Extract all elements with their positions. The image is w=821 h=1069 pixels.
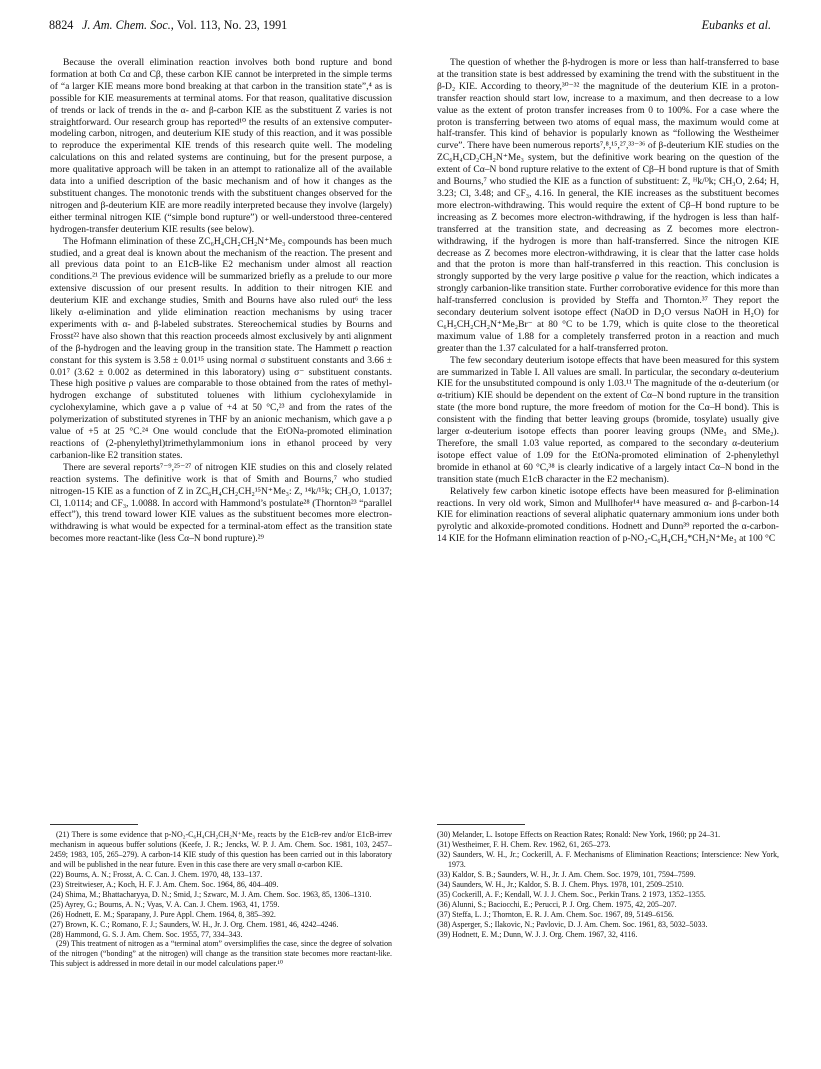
running-authors: Eubanks et al. bbox=[701, 18, 771, 32]
left-column bbox=[50, 57, 392, 545]
paragraph: Because the overall elimination reaction involves both bond rupture and bond formation at both Cα and Cβ, these carbon KIE cannot be interpreted in the simple terms of “a larger KIE means more bond breaking at that carbon in the transition state”,⁴ as is possible for KIE measurements at terminal atoms. For that reason, qualitative discussion of trends or lack of trends in the α- and β-carbon KIE as the substituent Z varies is not straightforward. Our research group has reported¹⁰ the results of an extensive computer-modeling carbon, nitrogen, and deuterium KIE study of this reaction, and it was possible to reproduce the experimental KIE trends of this research quite well. The modeling calculations on this and related systems are continuing, but for the present purpose, a more qualitative approach will be taken in an attempt to rationalize all of the available data into a unified description of the basic mechanism and of how it changes as the substituent changes. The monotonic trends with the substituent changes observed for the nitrogen and β-deuterium KIE are more readily interpreted because they involve (largely) either terminal nitrogen KIE (“simple bond rupture”) or well-understood three-centered hydrogen-transfer deuterium KIE results (see below). bbox=[50, 57, 392, 235]
footnotes-right bbox=[437, 830, 779, 939]
paragraph: The question of whether the β-hydrogen is more or less than half-transferred to base at the transition state is best addressed by examining the trend with the substituent in the β-D₂ KIE. According to theory,³⁰⁻³² the magnitude of the deuterium KIE in a proton-transfer reaction should start low, increase to a maximum, and then decrease to a low value as the extent of proton transfer increases from 0 to 100%. For a case where the proton is transferring between two atoms of equal mass, the maximum would come at half-transfer. This kind of behavior is popularly known as “following the Westheimer curve”. There have been numerous reports⁷,⁸,¹⁵,²⁷,³³⁻³⁶ of β-deuterium KIE studies on the ZC₆H₄CD₂CH₂N⁺Me₃ system, but the definitive work bearing on the question of the extent of Cα–N bond rupture relative to the extent of Cβ–H bond rupture is that of Smith and Bourns,⁷ who studied the KIE as a function of substituent: Z, ᴴk/ᴰk; CH₃O, 2.64; H, 3.23; Cl, 3.48; and CF₃, 4.16. In general, the KIE increases as the substituent becomes more electron-withdrawing. This would require the extent of Cβ–H bond rupture to be increasing as Z becomes more electron-withdrawing, if the hydrogen is less than half-transferred at the transition state, and decreasing as Z becomes more electron-withdrawing, if the hydrogen is more than half-transferred. Since the nitrogen KIE decrease as Z becomes more electron-withdrawing, it is clear that the latter case holds and that the proton is more than half-transferred in this reaction. This conclusion is strongly supported by the very large positive ρ value for the reaction, which indicates a strongly carbanion-like transition state. Further corroborative evidence for this more than half-transferred conclusion is provided by Steffa and Thornton.³⁷ They report the secondary deuterium solvent isotope effect (NaOD in D₂O versus NaOH in H₂O) for C₆H₅CH₂CH₂N⁺Me₂Br⁻ at 80 °C to be 1.79, which is quite close to the theoretical maximum value of 1.88 for a completely transferred proton in a reaction and much greater than the 1.37 calculated for a half-transferred proton. bbox=[437, 57, 779, 354]
footnote: (22) Bourns, A. N.; Frosst, A. C. Can. J. Chem. 1970, 48, 133–137. bbox=[50, 869, 263, 879]
right-column bbox=[437, 57, 779, 545]
paragraph: The Hofmann elimination of these ZC₆H₄CH₂CH₂N⁺Me₃ compounds has been much studied, and a great deal is known about the mechanism of the reaction. The present and all previous data point to an E1cB-like E2 mechanism under almost all reaction conditions.²¹ The previous evidence will be summarized briefly as a prelude to our more extensive discussion of our present results. In addition to their nitrogen KIE and deuterium KIE and exchange studies, Smith and Bourns have also ruled out⁶ the less likely α-elimination and ylide elimination reaction mechanisms by using tracer experiments with α- and β-labeled substrates. Stereochemical studies by Bourns and Frosst²² have also shown that this reaction proceeds almost exclusively by anti alignment of the β-hydrogen and the leaving group in the transition state. The Hammett ρ reaction constant for this system is 3.58 ± 0.01¹⁵ using normal σ substituent constants and 3.66 ± 0.01⁷ (3.62 ± 0.002 as determined in this laboratory) using σ⁻ substituent constants. These high positive ρ values are comparable to those obtained from the rates of methyl-hydrogen exchange of substituted toluenes with lithium cyclohexylamide in cyclohexylamine, which gave a ρ value of +4 at 50 °C,²³ and from the rates of the polymerization of substituted styrenes in THF by an anionic mechanism, which gave a ρ value of +5 at 25 °C.²⁴ One would conclude that the EtONa-promoted elimination reactions of (2-phenylethyl)trimethylammonium ions in ethanol proceed by very carbanion-like E2 transition states. bbox=[50, 235, 392, 461]
footnote: (27) Brown, K. C.; Romano, F. J.; Saunders, W. H., Jr. J. Org. Chem. 1981, 46, 4242–4246. bbox=[50, 919, 339, 929]
footnote: (39) Hodnett, E. M.; Dunn, W. J. J. Org. Chem. 1967, 32, 4116. bbox=[437, 929, 638, 939]
journal-citation bbox=[82, 17, 287, 33]
running-header bbox=[49, 17, 771, 33]
volume-issue: Vol. 113, No. 23, 1991 bbox=[176, 18, 288, 32]
footnote-divider bbox=[50, 824, 138, 825]
footnote: (33) Kaldor, S. B.; Saunders, W. H., Jr. J. Am. Chem. Soc. 1979, 101, 7594–7599. bbox=[437, 869, 696, 879]
footnote: (35) Cockerill, A. F.; Kendall, W. J. J. Chem. Soc., Perkin Trans. 2 1973, 1352–1355. bbox=[437, 889, 706, 899]
page-number: 8824 bbox=[49, 18, 74, 32]
footnote: (31) Westheimer, F. H. Chem. Rev. 1962, 61, 265–273. bbox=[437, 839, 611, 849]
paragraph: There are several reports⁷⁻⁹,²⁵⁻²⁷ of nitrogen KIE studies on this and closely related reaction systems. The definitive work is that of Smith and Bourns,⁷ who studied nitrogen-15 KIE as a function of Z in ZC₆H₄CH₂CH₂¹⁵N⁺Me₃: Z, ¹⁴k/¹⁵k; CH₃O, 1.0137; Cl, 1.0114; and CF₃, 1.0088. In accord with Hammond’s postulate²⁸ (Thornton²³ “parallel effect”), this trend toward lower KIE values as the substituent becomes more electron-withdrawing is what would be expected for a terminal-atom effect as the transition state becomes more reactant-like (less Cα–N bond rupture).²⁹ bbox=[50, 461, 392, 545]
footnote: (24) Shima, M.; Bhattacharyya, D. N.; Smid, J.; Szwarc, M. J. Am. Chem. Soc. 1963, 85, 1306–1310. bbox=[50, 889, 372, 899]
footnote: (25) Ayrey, G.; Bourns, A. N.; Vyas, V. A. Can. J. Chem. 1963, 41, 1759. bbox=[50, 899, 280, 909]
footnote-divider bbox=[437, 824, 525, 825]
paragraph: Relatively few carbon kinetic isotope effects have been measured for β-elimination reactions. In very old work, Simon and Mullhofer¹⁴ have measured α- and β-carbon-14 KIE for elimination reactions of several aliphatic quaternary ammonium ions under both pyrolytic and alkoxide-promoted conditions. Hodnett and Dunn³⁹ reported the α-carbon-14 KIE for the Hofmann elimination reaction of p-NO₂-C₆H₄CH₂*CH₂N⁺Me₃ at 100 °C bbox=[437, 485, 779, 545]
footnote: (37) Steffa, L. J.; Thornton, E. R. J. Am. Chem. Soc. 1967, 89, 5149–6156. bbox=[437, 909, 674, 919]
footnote: (28) Hammond, G. S. J. Am. Chem. Soc. 1955, 77, 334–343. bbox=[50, 929, 243, 939]
footnote: (36) Alunni, S.; Baciocchi, E.; Perucci, P. J. Org. Chem. 1975, 42, 205–207. bbox=[437, 899, 677, 909]
footnote: (23) Streitwieser, A.; Koch, H. F. J. Am. Chem. Soc. 1964, 86, 404–409. bbox=[50, 879, 279, 889]
footnote: (30) Melander, L. Isotope Effects on Reaction Rates; Ronald: New York, 1960; pp 24–31. bbox=[437, 830, 721, 839]
footnotes-left bbox=[50, 830, 392, 969]
footnote: (21) There is some evidence that p-NO₂-C₆H₄CH₂CH₂N⁺Me₃ reacts by the E1cB-rev and/or E1cB-irrev mechanism in aqueous buffer solutions (Keefe, J. R.; Jencks, W. P. J. Am. Chem. Soc. 1981, 103, 2457–2459; 1983, 105, 265–279). A carbon-14 KIE study of this question has been carried out in this laboratory and will be published in the near future. Even in this case there are very small α-carbon KIE. bbox=[50, 830, 392, 869]
paragraph: The few secondary deuterium isotope effects that have been measured for this system are summarized in Table I. All values are small. In particular, the secondary α-deuterium KIE for the unsubstituted compound is only 1.03.¹¹ The magnitude of the α-deuterium (or α-tritium) KIE should be dependent on the extent of Cα–N bond rupture in the transition state (the more bond rupture, the more freedom of motion for the Cα–H bond). This is consistent with the finding that better leaving groups (bromide, tosylate) usually give larger α-deuterium isotope effects than poorer leaving groups (NMe₃ and SMe₂). Therefore, the small 1.03 value reported, as compared to the secondary α-deuterium isotope effect value of 1.09 for the EtONa-promoted elimination of 2-phenylethyl bromide in ethanol at 60 °C,³⁸ is clearly indicative of a largely intact Cα–N bond in the transition state (much E1cB character in the E2 mechanism). bbox=[437, 354, 779, 485]
footnote: (29) This treatment of nitrogen as a “terminal atom” oversimplifies the case, since the degree of solvation of the nitrogen (“bonding” at the nitrogen) will change as the transition state becomes more reactant-like. This subject is addressed in more detail in our model calculations paper.¹⁰ bbox=[50, 939, 392, 969]
footnote: (26) Hodnett, E. M.; Sparapany, J. Pure Appl. Chem. 1964, 8, 385–392. bbox=[50, 909, 276, 919]
footnote: (38) Asperger, S.; Ilakovic, N.; Pavlovic, D. J. Am. Chem. Soc. 1961, 83, 5032–5033. bbox=[437, 919, 708, 929]
footnote: (32) Saunders, W. H., Jr.; Cockerill, A. F. Mechanisms of Elimination Reactions; Interscience: New York, 1973. bbox=[437, 849, 779, 869]
footnote: (34) Saunders, W. H., Jr.; Kaldor, S. B. J. Chem. Phys. 1978, 101, 2509–2510. bbox=[437, 879, 684, 889]
journal-name: J. Am. Chem. Soc., bbox=[82, 18, 174, 32]
